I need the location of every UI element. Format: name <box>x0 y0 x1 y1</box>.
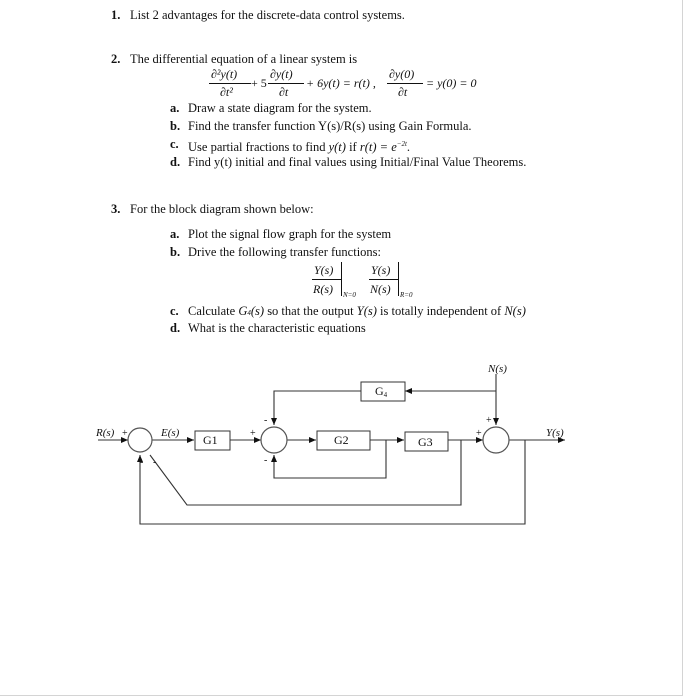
sign-sum2-minus-bottom: - <box>264 455 268 466</box>
sign-sum1-minus-a: - <box>140 457 144 468</box>
tf2-denominator: N(s) <box>370 282 391 296</box>
eq-term2-denominator: ∂t <box>279 85 289 99</box>
eq-term3-denominator: ∂t <box>398 85 408 99</box>
q3a-letter: a. <box>170 227 180 241</box>
q2c-text: Use partial fractions to find y(t) if $r(t) = e^{-2t}$. <box>188 140 411 154</box>
q1-text: List 2 advantages for the discrete-data control systems. <box>130 8 405 22</box>
q2a-text: Draw a state diagram for the system. <box>188 101 372 115</box>
eq-term1-denominator: ∂t² <box>220 85 233 99</box>
label-y-s: Y(s) <box>546 427 564 439</box>
q3b-letter: b. <box>170 245 181 259</box>
sign-sum3-plus-top: + <box>486 415 492 426</box>
eq-rest: + 6y(t) = r(t) , <box>306 76 376 90</box>
sign-sum1-plus: + <box>122 428 128 439</box>
q3b-text: Drive the following transfer functions: <box>188 245 382 259</box>
wire-outer-feedback <box>140 440 525 524</box>
summing-junction-2 <box>261 427 287 453</box>
block-g2-label: G2 <box>334 433 349 447</box>
q2d-letter: d. <box>170 155 181 169</box>
q2-intro: The differential equation of a linear system is <box>130 52 358 66</box>
label-e-s: E(s) <box>161 427 180 439</box>
q2-number: 2. <box>111 52 121 66</box>
block-g3-label: G3 <box>418 435 433 449</box>
q3c-letter: c. <box>170 304 179 318</box>
q2b-letter: b. <box>170 119 181 133</box>
q1-number: 1. <box>111 8 121 22</box>
tf1-condition: N=0 <box>343 291 356 299</box>
label-n-s: N(s) <box>488 363 507 375</box>
eq-term1-numerator: ∂²y(t) <box>211 67 238 81</box>
q2b-text: Find the transfer function Y(s)/R(s) using Gain Formula. <box>188 119 472 133</box>
eq-plus5: + 5 <box>251 76 267 90</box>
eq-rest2: = y(0) = 0 <box>426 76 477 90</box>
eq-term3-numerator: ∂y(0) <box>389 67 415 81</box>
q2a-letter: a. <box>170 101 180 115</box>
q3a-text: Plot the signal flow graph for the system <box>188 227 392 241</box>
q3d-letter: d. <box>170 321 181 335</box>
summing-junction-3 <box>483 427 509 453</box>
wire-g4-to-sum2 <box>274 391 361 425</box>
tf2-condition: R=0 <box>400 291 413 299</box>
eq-term2-numerator: ∂y(t) <box>270 67 293 81</box>
q3-number: 3. <box>111 202 121 216</box>
q2d-text: Find y(t) initial and final values using Initial/Final Value Theorems. <box>188 155 527 169</box>
sign-sum2-plus: + <box>250 428 256 439</box>
tf1-denominator: R(s) <box>313 282 333 296</box>
tf2-numerator: Y(s) <box>371 263 391 277</box>
q3c-text: Calculate G4(s) so that the output Y(s) is totally independent of N(s) <box>188 304 526 318</box>
label-r-s: R(s) <box>96 427 115 439</box>
tf1-numerator: Y(s) <box>314 263 334 277</box>
q3d-text: What is the characteristic equations <box>188 321 366 335</box>
block-g1-label: G1 <box>203 433 218 447</box>
summing-junction-1 <box>128 428 152 452</box>
sign-sum2-minus-top: - <box>264 415 268 426</box>
sign-sum3-plus-left: + <box>476 428 482 439</box>
q2c-letter: c. <box>170 137 179 151</box>
sign-sum1-minus-b: - <box>153 457 157 468</box>
q3-intro: For the block diagram shown below: <box>130 202 314 216</box>
block-g4-label: G4 <box>375 384 388 399</box>
